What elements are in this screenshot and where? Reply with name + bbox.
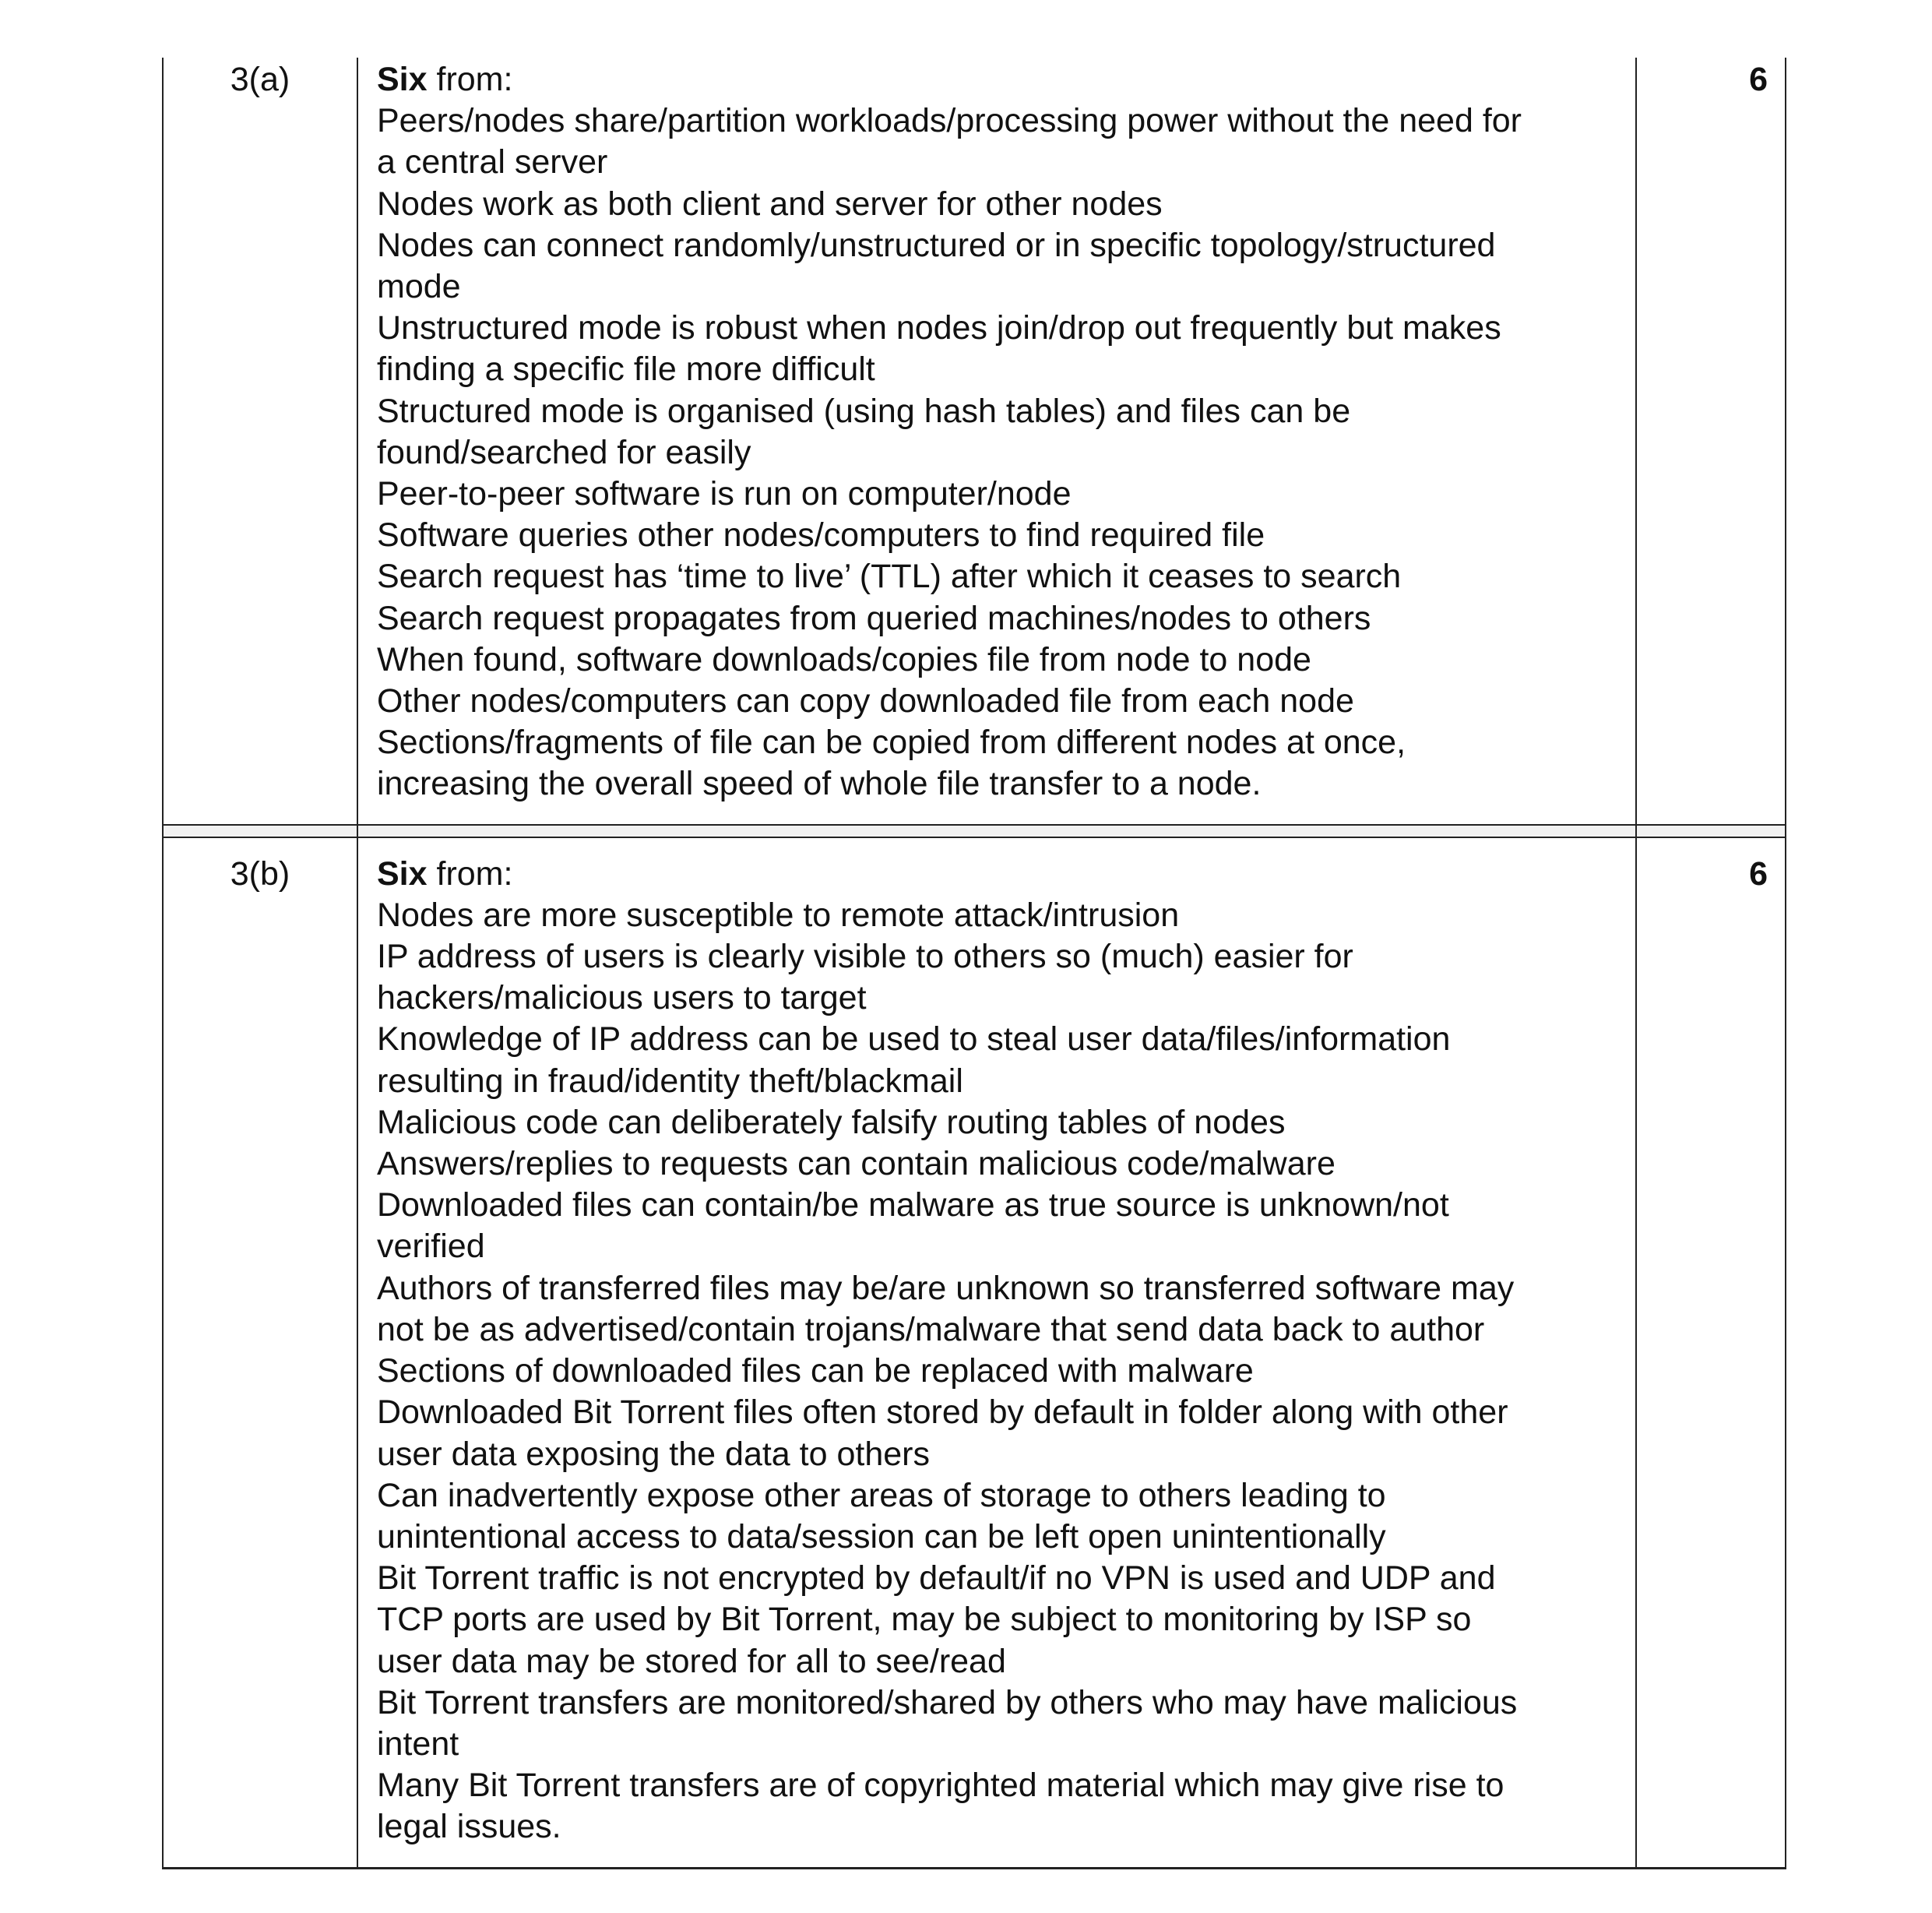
answer-intro-bold: Six bbox=[377, 854, 428, 893]
answer-line: Nodes are more susceptible to remote attack/intrusion bbox=[377, 896, 1180, 934]
answer-line: Peers/nodes share/partition workloads/processing power without the need for bbox=[377, 102, 1522, 140]
answer-cell bbox=[358, 58, 1637, 824]
answer-line: Sections of downloaded files can be replaced with malware bbox=[377, 1352, 1254, 1390]
row-separator bbox=[164, 824, 1785, 838]
answer-cell bbox=[358, 838, 1637, 1867]
answer-line: verified bbox=[377, 1228, 485, 1266]
answer-intro-rest: from: bbox=[427, 61, 513, 98]
answer-line: Answers/replies to requests can contain malicious code/malware bbox=[377, 1145, 1336, 1183]
answer-line: Sections/fragments of file can be copied from different nodes at once, bbox=[377, 724, 1406, 762]
answer-line: user data exposing the data to others bbox=[377, 1435, 930, 1473]
answer-intro-bold: Six bbox=[377, 61, 428, 98]
answer-line: Malicious code can deliberately falsify routing tables of nodes bbox=[377, 1103, 1286, 1141]
separator-cell bbox=[358, 826, 1637, 837]
answer-line: Nodes can connect randomly/unstructured or in specific topology/structured bbox=[377, 226, 1496, 264]
answer-line: Bit Torrent transfers are monitored/shared by others who may have malicious bbox=[377, 1683, 1518, 1721]
question-number-cell bbox=[164, 838, 358, 1867]
answer-line: unintentional access to data/session can be left open unintentionally bbox=[377, 1517, 1386, 1555]
answer-line: Unstructured mode is robust when nodes join/drop out frequently but makes bbox=[377, 309, 1501, 347]
answer-line: resulting in fraud/identity theft/blackmail bbox=[377, 1062, 963, 1100]
question-number: 3(b) bbox=[230, 854, 290, 893]
marks-cell bbox=[1637, 58, 1785, 824]
marks-value: 6 bbox=[1749, 61, 1768, 98]
answer-line: Downloaded Bit Torrent files often stored by default in folder along with other bbox=[377, 1393, 1508, 1432]
answer-line: a central server bbox=[377, 143, 608, 181]
answer-line: increasing the overall speed of whole file transfer to a node. bbox=[377, 765, 1262, 803]
separator-cell bbox=[1637, 826, 1785, 837]
answer-intro bbox=[377, 59, 1617, 100]
marks-value: 6 bbox=[1749, 854, 1768, 893]
answer-line: Search request has ‘time to live’ (TTL) after which it ceases to search bbox=[377, 558, 1402, 596]
answer-line: finding a specific file more difficult bbox=[377, 351, 875, 389]
answer-line: Peer-to-peer software is run on computer/node bbox=[377, 475, 1072, 513]
answer-line: user data may be stored for all to see/read bbox=[377, 1642, 1006, 1680]
answer-line: Authors of transferred files may be/are unknown so transferred software may bbox=[377, 1269, 1515, 1307]
separator-cell bbox=[164, 826, 358, 837]
answer-line: Bit Torrent traffic is not encrypted by default/if no VPN is used and UDP and bbox=[377, 1559, 1496, 1598]
answer-line: Can inadvertently expose other areas of storage to others leading to bbox=[377, 1476, 1386, 1514]
answer-line: Search request propagates from queried machines/nodes to others bbox=[377, 599, 1371, 637]
answer-line: not be as advertised/contain trojans/malware that send data back to author bbox=[377, 1310, 1485, 1348]
question-number: 3(a) bbox=[230, 61, 290, 98]
answer-intro-rest: from: bbox=[427, 854, 513, 893]
answer-line: Many Bit Torrent transfers are of copyrighted material which may give rise to bbox=[377, 1767, 1504, 1805]
answer-line: mode bbox=[377, 268, 461, 306]
answer-line: found/searched for easily bbox=[377, 433, 751, 471]
answer-line: legal issues. bbox=[377, 1808, 561, 1846]
table-row-3b bbox=[164, 838, 1785, 1867]
mark-scheme-table bbox=[162, 58, 1786, 1869]
answer-intro bbox=[377, 854, 1617, 895]
question-number-cell bbox=[164, 58, 358, 824]
answer-line: Downloaded files can contain/be malware as true source is unknown/not bbox=[377, 1186, 1449, 1224]
answer-line: TCP ports are used by Bit Torrent, may be subject to monitoring by ISP so bbox=[377, 1601, 1472, 1639]
answer-line: intent bbox=[377, 1725, 459, 1763]
answer-line: hackers/malicious users to target bbox=[377, 979, 867, 1017]
answer-line: Nodes work as both client and server for other nodes bbox=[377, 185, 1163, 223]
answer-line: Knowledge of IP address can be used to steal user data/files/information bbox=[377, 1020, 1451, 1059]
answer-line: Software queries other nodes/computers to find required file bbox=[377, 516, 1265, 555]
table-row-3a bbox=[164, 58, 1785, 824]
answer-line: Other nodes/computers can copy downloaded file from each node bbox=[377, 682, 1354, 720]
marks-cell bbox=[1637, 838, 1785, 1867]
answer-line: IP address of users is clearly visible to others so (much) easier for bbox=[377, 938, 1353, 976]
answer-line: When found, software downloads/copies file from node to node bbox=[377, 640, 1311, 678]
answer-line: Structured mode is organised (using hash tables) and files can be bbox=[377, 392, 1351, 430]
